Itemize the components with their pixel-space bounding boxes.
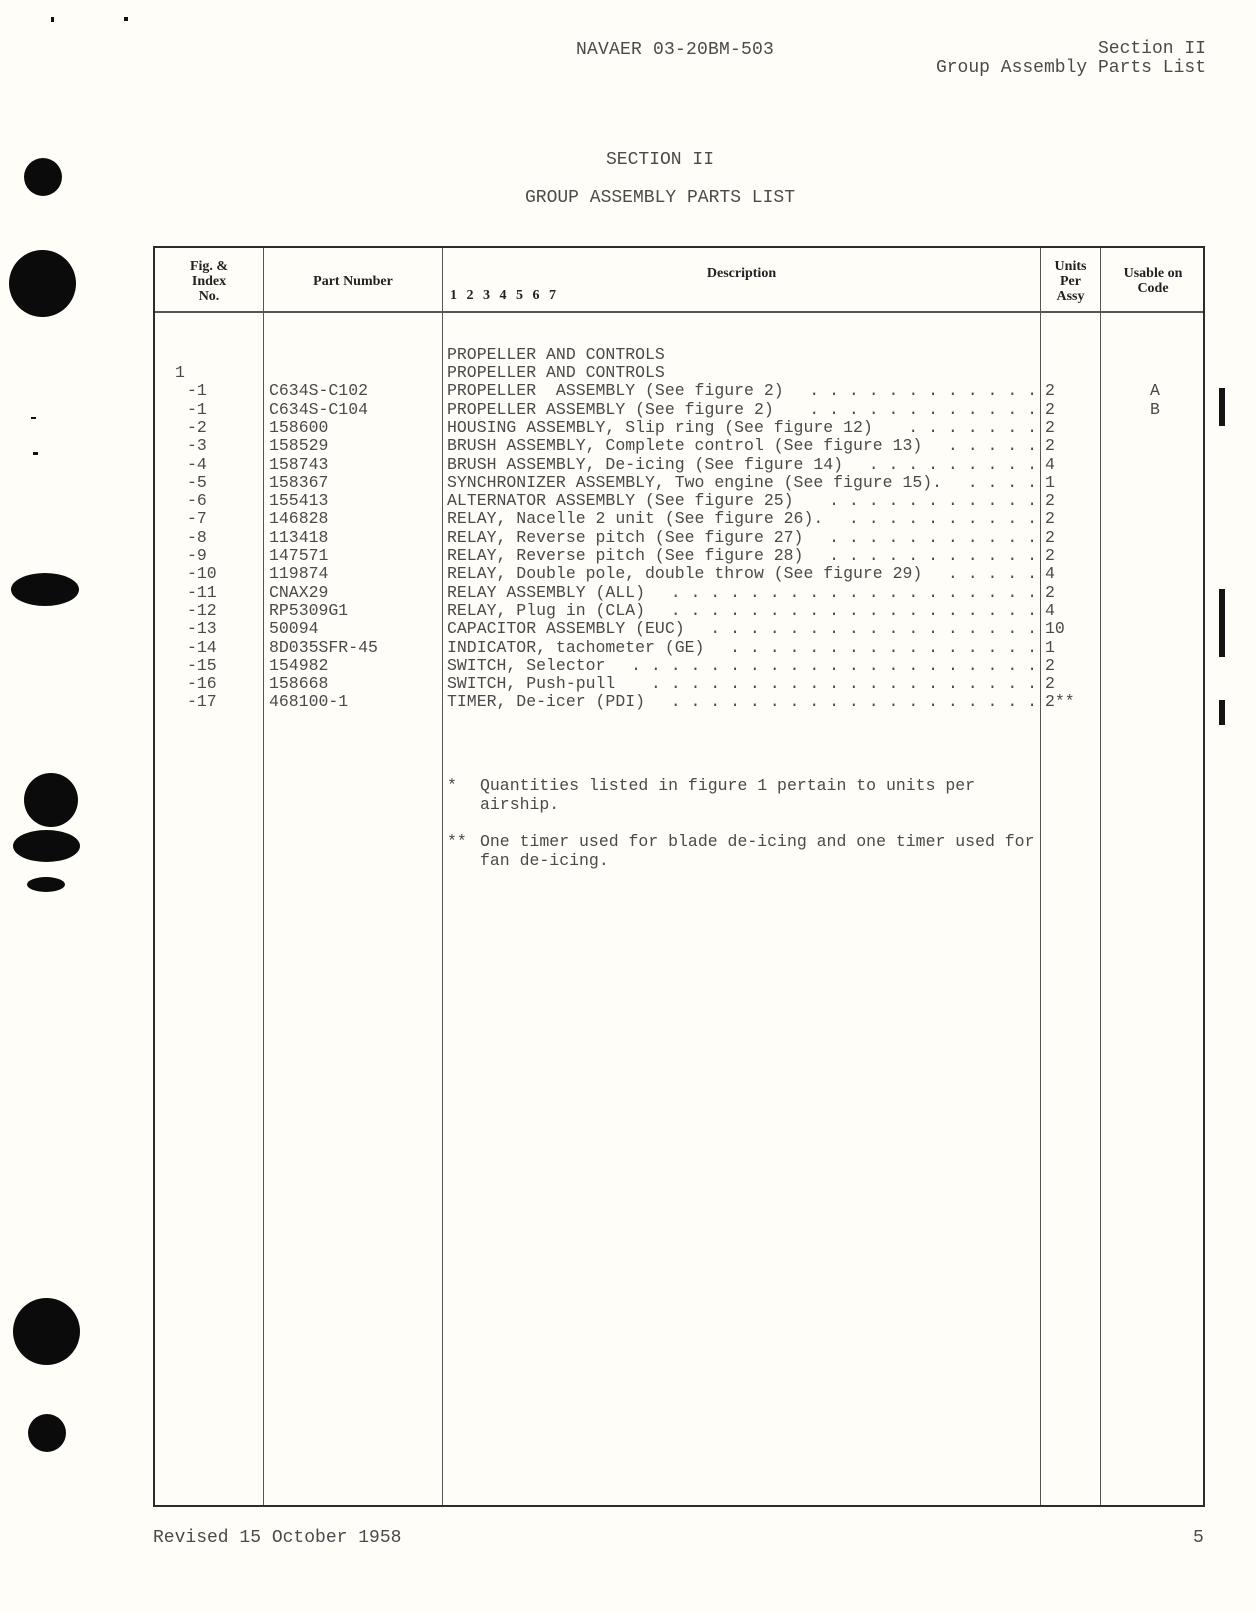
part-number-cell: 158668 [269,674,329,694]
description-cell: HOUSING ASSEMBLY, Slip ring (See figure 12) [447,418,873,437]
part-number-cell: 113418 [269,527,329,547]
table-row [155,456,1203,474]
part-number-cell: 158600 [269,417,329,437]
change-bar [1219,388,1225,426]
table-row [155,437,1203,455]
fig-index-cell: -6 [187,491,207,511]
dot-leader: . . . . . [947,564,1038,584]
running-header [936,40,1206,78]
part-number-cell: 50094 [269,619,319,639]
units-per-assy-cell: 2 [1045,399,1055,419]
header-section-subtitle: Group Assembly Parts List [935,58,1206,78]
table-row [155,602,1203,620]
dot-leader: . . . . . . . . . . . . . . . . . . . [670,600,1038,620]
page-number: 5 [1193,1528,1204,1548]
dot-leader: . . . . . . . . . . . [829,491,1038,511]
header-section: Section II [1097,39,1206,59]
fig-index-cell: -15 [187,655,217,675]
description-cell: RELAY, Reverse pitch (See figure 28) [447,547,804,565]
fig-index-cell: -7 [187,509,207,529]
dot-leader: . . . . . . . . . . . . . . . . . . . . [650,674,1038,694]
group-heading: PROPELLER AND CONTROLS [447,346,665,364]
units-per-assy-cell: 4 [1045,564,1055,584]
units-per-assy-cell: 4 [1045,600,1055,620]
units-per-assy-cell: 1 [1045,472,1055,492]
punch-hole [28,1414,66,1452]
scan-speck [31,417,36,419]
units-per-assy-cell: 2 [1045,655,1055,675]
punch-hole [27,877,65,892]
fig-index-cell: -2 [187,417,207,437]
part-number-cell: CNAX29 [269,582,329,602]
units-per-assy-cell: 2** [1045,692,1075,712]
dot-leader: . . . . . . . . . . . [829,527,1038,547]
header-divider [155,311,1203,313]
dot-leader: . . . . . . . [908,417,1038,437]
units-per-assy-cell: 2 [1045,674,1055,694]
fig-index-cell: -12 [187,600,217,620]
description-cell: CAPACITOR ASSEMBLY (EUC) [447,620,685,639]
scan-speck [51,17,54,22]
fig-index-cell: -1 [187,381,207,401]
description-cell: RELAY, Nacelle 2 unit (See figure 26). [447,510,824,529]
parts-list-table [153,246,1205,1507]
col-header-description: Description [706,265,777,281]
dot-leader: . . . . . . . . . . . . [809,381,1038,401]
col-header-units-per-assy: Units Per Assy [1054,258,1087,304]
dot-leader: . . . . . . . . . . . . [809,399,1038,419]
table-row [155,364,1203,382]
fig-index-cell: -14 [187,637,217,657]
fig-index-cell: -11 [187,582,217,602]
change-bar [1219,589,1225,657]
dot-leader: . . . . . . . . . . . . . . . . . . . [670,692,1038,712]
punch-hole [13,1298,80,1365]
change-bar [1219,700,1225,725]
table-row [155,474,1203,492]
fig-index-cell: -5 [187,472,207,492]
part-number-cell: 158367 [269,472,329,492]
section-subtitle: GROUP ASSEMBLY PARTS LIST [524,188,796,208]
col-header-usable-on-code: Usable on Code [1123,266,1183,296]
dot-leader: . . . . . . . . . . . . . . . . [730,637,1038,657]
punch-hole [11,573,79,606]
description-cell: BRUSH ASSEMBLY, De-icing (See figure 14) [447,455,844,474]
fig-index-cell: 1 [175,363,185,382]
table-row [155,510,1203,528]
fig-index-cell: -17 [187,692,217,712]
fig-index-cell: -9 [187,546,207,565]
units-per-assy-cell: 2 [1045,436,1055,456]
table-row [155,675,1203,693]
units-per-assy-cell: 2 [1045,381,1055,401]
usable-on-code-cell: B [1150,399,1160,419]
part-number-cell: 119874 [269,564,329,584]
fig-index-cell: -10 [187,564,217,584]
dot-leader: . . . . . . . . . . . . . . . . . [710,619,1038,639]
col-header-fig-index: Fig. & Index No. [189,258,229,304]
units-per-assy-cell: 2 [1045,527,1055,547]
dot-leader: . . . . . [947,436,1038,456]
part-number-cell: RP5309G1 [269,600,349,620]
table-row [155,565,1203,583]
indent-digits: 1 2 3 4 5 6 7 [450,288,556,303]
description-cell: TIMER, De-icer (PDI) [447,693,646,712]
description-cell: PROPELLER ASSEMBLY (See figure 2) [447,400,774,419]
punch-hole [13,830,80,862]
table-row [155,382,1203,400]
description-cell: PROPELLER AND CONTROLS [447,364,665,382]
part-number-cell: 158529 [269,436,329,456]
part-number-cell: 155413 [269,491,329,511]
scan-speck [33,452,38,455]
part-number-cell: C634S-C102 [269,381,369,401]
fig-index-cell: -4 [187,454,207,474]
description-cell: SWITCH, Push-pull [447,675,616,694]
section-title: SECTION II [605,150,715,170]
description-cell: SYNCHRONIZER ASSEMBLY, Two engine (See figure 15). [447,473,943,492]
part-number-cell: 147571 [269,546,329,565]
doc-number: NAVAER 03-20BM-503 [576,40,775,60]
description-cell: ALTERNATOR ASSEMBLY (See figure 25) [447,492,794,511]
table-row [155,693,1203,711]
footnote: ** One timer used for blade de-icing and one timer used for fan de-icing. [447,832,1035,870]
units-per-assy-cell: 2 [1045,417,1055,437]
units-per-assy-cell: 2 [1045,491,1055,511]
units-per-assy-cell: 2 [1045,546,1055,565]
part-number-cell: 146828 [269,509,329,529]
fig-index-cell: -3 [187,436,207,456]
part-number-cell: 158743 [269,454,329,474]
table-row [155,620,1203,638]
table-row [155,401,1203,419]
units-per-assy-cell: 1 [1045,637,1055,657]
description-cell: SWITCH, Selector [447,656,606,675]
units-per-assy-cell: 2 [1045,582,1055,602]
part-number-cell: 468100-1 [269,692,349,712]
dot-leader: . . . . [967,472,1037,492]
dot-leader: . . . . . . . . . . . . . . . . . . . . . [631,655,1038,675]
table-row [155,657,1203,675]
units-per-assy-cell: 4 [1045,454,1055,474]
table-row [155,547,1203,565]
units-per-assy-cell: 10 [1045,619,1065,639]
fig-index-cell: -8 [187,527,207,547]
table-row [155,529,1203,547]
table-row [155,419,1203,437]
col-header-part-number: Part Number [313,273,393,289]
table-row [155,639,1203,657]
punch-hole [24,773,78,827]
description-cell: RELAY, Double pole, double throw (See figure 29) [447,565,923,584]
part-number-cell: 8D035SFR-45 [269,637,378,657]
description-cell: INDICATOR, tachometer (GE) [447,638,705,657]
description-cell: PROPELLER ASSEMBLY (See figure 2) [447,382,784,401]
fig-index-cell: -16 [187,674,217,694]
scan-speck [124,17,128,21]
dot-leader: . . . . . . . . . . . . . . . . . . . [670,582,1038,602]
fig-index-cell: -13 [187,619,217,639]
table-row [155,584,1203,602]
punch-hole [9,250,76,317]
dot-leader: . . . . . . . . . [868,454,1038,474]
description-cell: BRUSH ASSEMBLY, Complete control (See figure 13) [447,437,923,456]
footnote: * Quantities listed in figure 1 pertain to units per airship. [447,776,976,814]
units-per-assy-cell: 2 [1045,509,1055,529]
fig-index-cell: -1 [187,399,207,419]
part-number-cell: 154982 [269,655,329,675]
usable-on-code-cell: A [1150,381,1160,401]
description-cell: RELAY ASSEMBLY (ALL) [447,583,646,602]
description-cell: RELAY, Reverse pitch (See figure 27) [447,528,804,547]
dot-leader: . . . . . . . . . . . [829,546,1038,565]
dot-leader: . . . . . . . . . . [848,509,1038,529]
part-number-cell: C634S-C104 [269,399,369,419]
description-cell: RELAY, Plug in (CLA) [447,601,646,620]
table-row [155,492,1203,510]
revision-date: Revised 15 October 1958 [153,1528,402,1548]
